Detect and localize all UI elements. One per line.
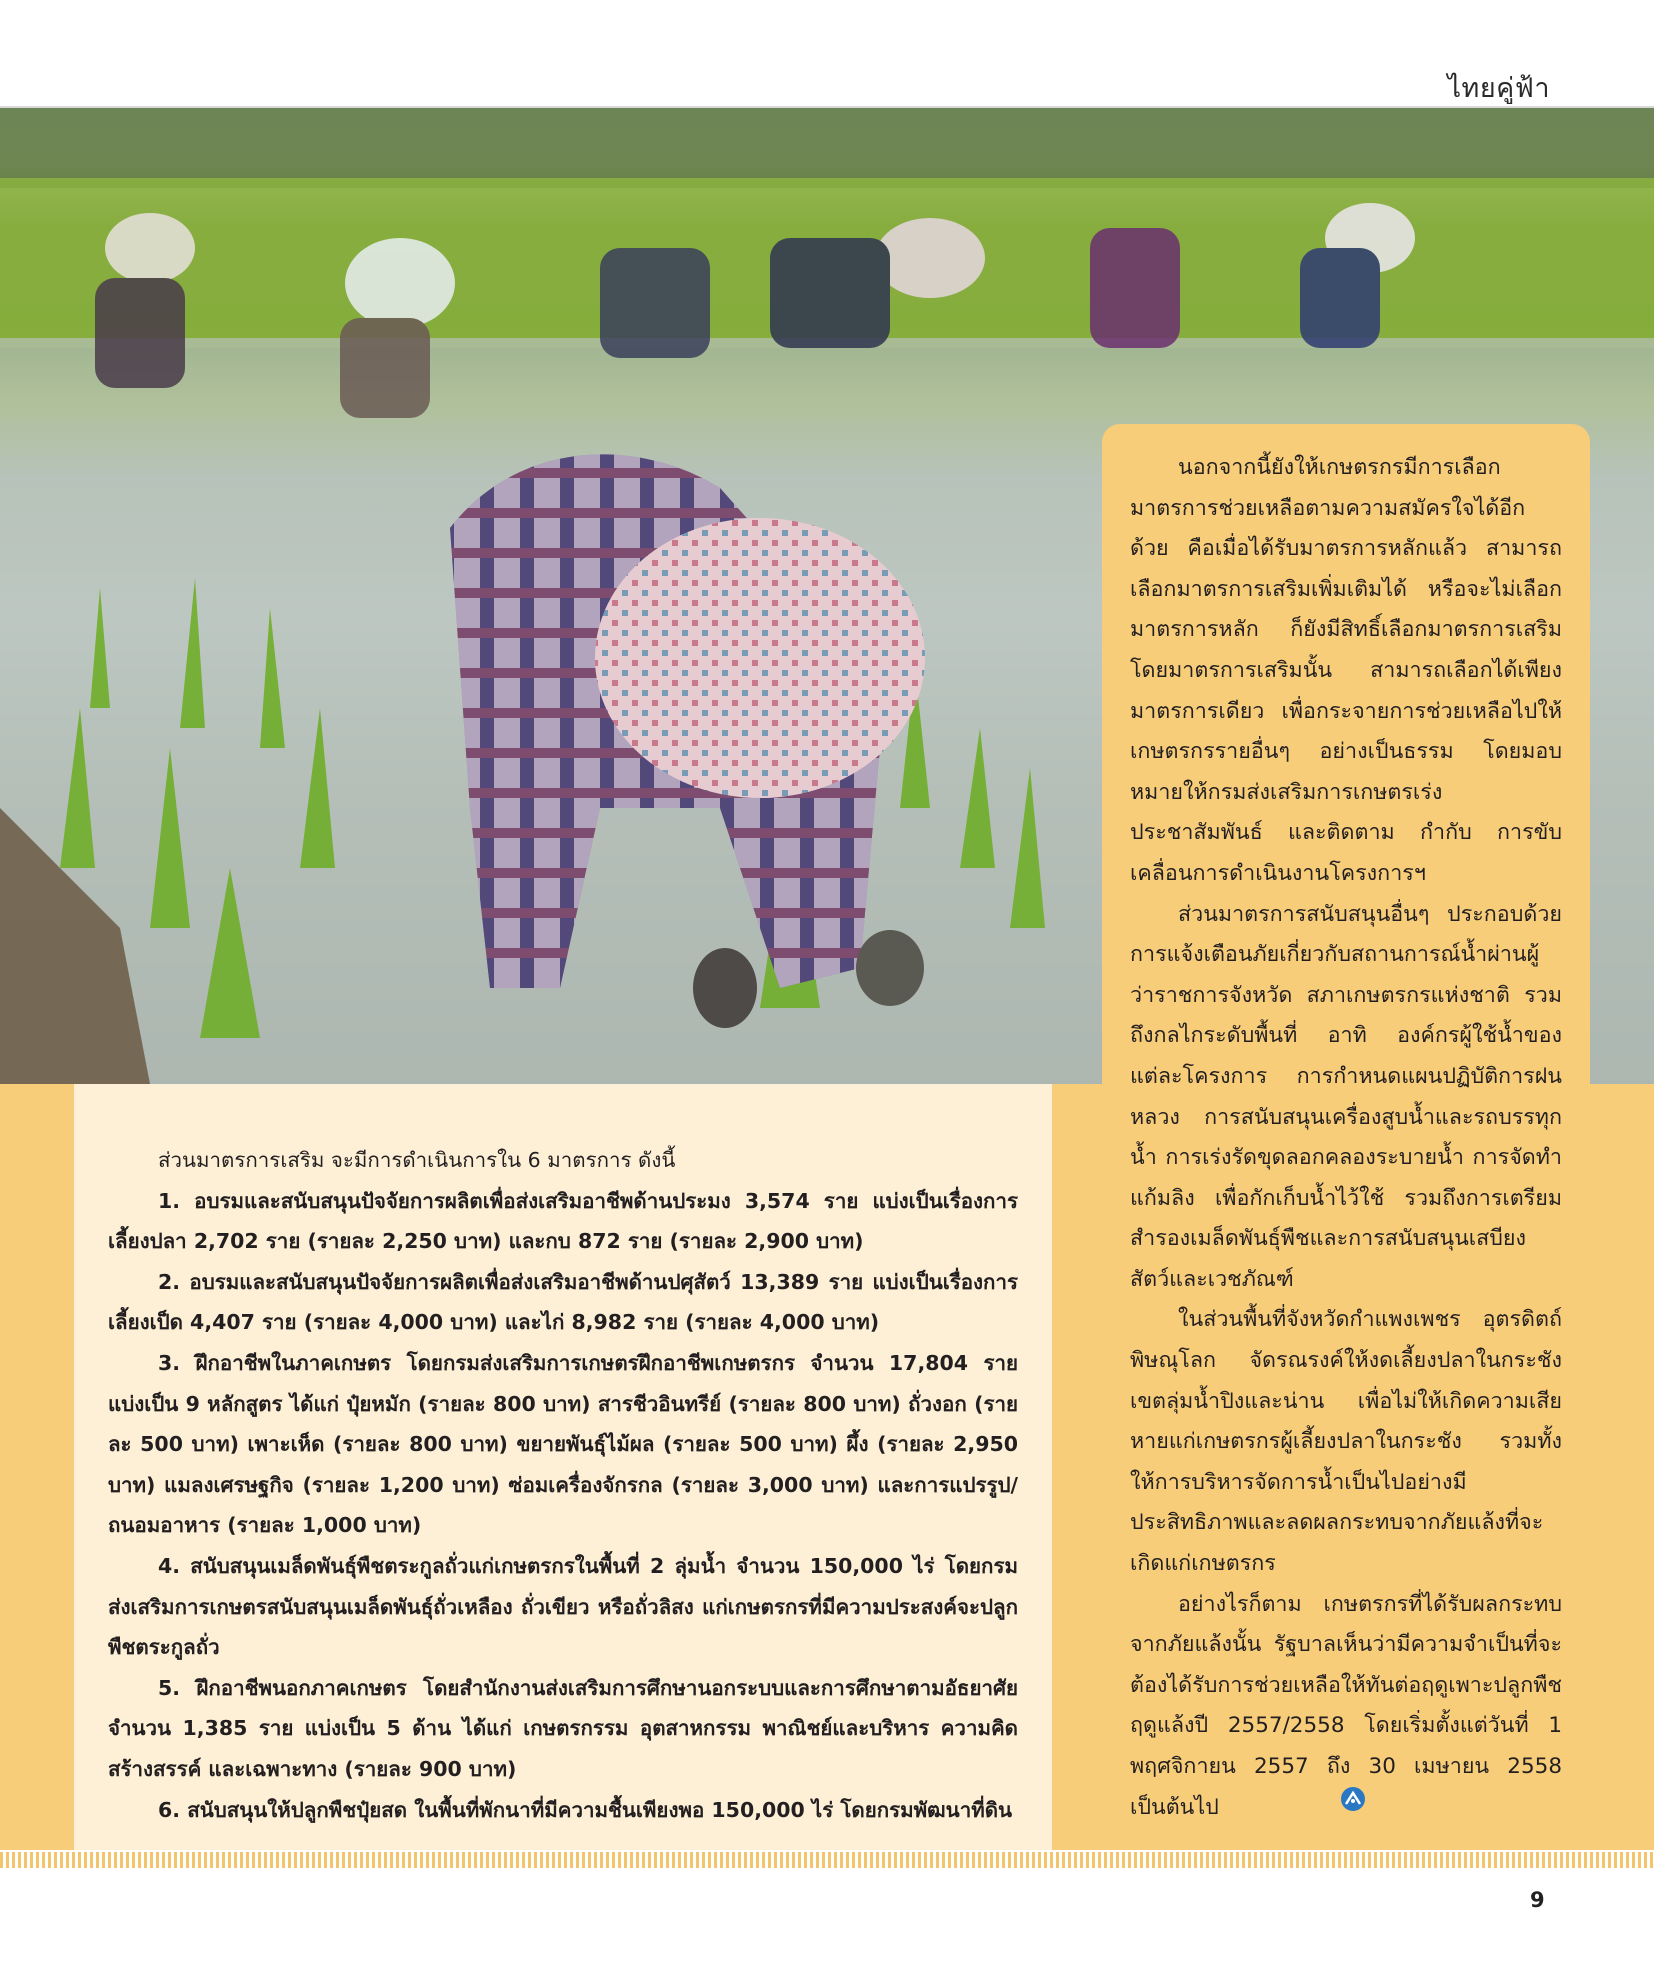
magazine-logo-icon (1340, 1786, 1366, 1812)
measure-item: 3. ฝึกอาชีพในภาคเกษตร โดยกรมส่งเสริมการเกษตรฝึกอาชีพเกษตรกร จำนวน 17,804 ราย แบ่งเป็น 9 หลักสูตร ได้แก่ ปุ๋ยหมัก (รายละ 800 บาท) สารชีวอินทรีย์ (รายละ 800 บาท) ถั่วงอก (รายละ 500 บาท) เพาะเห็ด (รายละ 800 บาท) ขยายพันธุ์ไม้ผล (รายละ 500 บาท) ผึ้ง (รายละ 2,950 บาท) แมลงเศรษฐกิจ (รายละ 1,200 บาท) ซ่อมเครื่องจักรกล (รายละ 3,000 บาท) และการแปรรูป/ถนอมอาหาร (รายละ 1,000 บาท) (108, 1350, 1018, 1538)
measure-item: 1. อบรมและสนับสนุนปัจจัยการผลิตเพื่อส่งเสริมอาชีพด้านประมง 3,574 ราย แบ่งเป็นเรื่องการเลี้ยงปลา 2,702 ราย (รายละ 2,250 บาท) และกบ 872 ราย (รายละ 2,900 บาท) (108, 1188, 1018, 1254)
sidebar-article (1130, 448, 1562, 1828)
sidebar-paragraph: ในส่วนพื้นที่จังหวัดกำแพงเพชร อุตรดิตถ์ พิษณุโลก จัดรณรงค์ให้งดเลี้ยงปลาในกระชังเขตลุ่มน้ำปิงและน่าน เพื่อไม่ให้เกิดความเสียหายแก่เกษตรกรผู้เลี้ยงปลาในกระชัง รวมทั้งให้การบริหารจัดการน้ำเป็นไปอย่างมีประสิทธิภาพและลดผลกระทบจากภัยแล้งที่จะเกิดแก่เกษตรกร (1130, 1307, 1562, 1577)
sidebar-paragraph: อย่างไรก็ตาม เกษตรกรที่ได้รับผลกระทบจากภัยแล้งนั้น รัฐบาลเห็นว่ามีความจำเป็นที่จะต้องได้รับการช่วยเหลือให้ทันต่อฤดูเพาะปลูกพืชฤดูแล้งปี 2557/2558 โดยเริ่มตั้งแต่วันที่ 1 พฤศจิกายน 2557 ถึง 30 เมษายน 2558 เป็นต้นไป (1130, 1591, 1562, 1820)
sidebar-paragraph: นอกจากนี้ยังให้เกษตรกรมีการเลือกมาตรการช่วยเหลือตามความสมัครใจได้อีกด้วย คือเมื่อได้รับมาตรการหลักแล้ว สามารถเลือกมาตรการเสริมเพิ่มเติมได้ หรือจะไม่เลือกมาตรการหลัก ก็ยังมีสิทธิ์เลือกมาตรการเสริม โดยมาตรการเสริมนั้น สามารถเลือกได้เพียงมาตรการเดียว เพื่อกระจายการช่วยเหลือไปให้เกษตรกรรายอื่นๆ อย่างเป็นธรรม โดยมอบหมายให้กรมส่งเสริมการเกษตรเร่งประชาสัมพันธ์ และติดตาม กำกับ การขับเคลื่อนการดำเนินงานโครงการฯ (1130, 455, 1562, 886)
main-intro: ส่วนมาตรการเสริม จะมีการดำเนินการใน 6 มาตรการ ดังนี้ (158, 1148, 676, 1172)
measure-item: 6. สนับสนุนให้ปลูกพืชปุ๋ยสด ในพื้นที่พักนาที่มีความชื้นเพียงพอ 150,000 ไร่ โดยกรมพัฒนาที่ดิน (158, 1797, 1013, 1822)
magazine-title: ไทยคู่ฟ้า (1447, 73, 1550, 104)
measure-item: 4. สนับสนุนเมล็ดพันธุ์พืชตระกูลถั่วแก่เกษตรกรในพื้นที่ 2 ลุ่มน้ำ จำนวน 150,000 ไร่ โดยกรมส่งเสริมการเกษตรสนับสนุนเมล็ดพันธุ์ถั่วเหลือง ถั่วเขียว หรือถั่วลิสง แก่เกษตรกรที่มีความประสงค์จะปลูกพืชตระกูลถั่ว (108, 1553, 1018, 1660)
measure-item: 5. ฝึกอาชีพนอกภาคเกษตร โดยสำนักงานส่งเสริมการศึกษานอกระบบและการศึกษาตามอัธยาศัย จำนวน 1,385 ราย แบ่งเป็น 5 ด้าน ได้แก่ เกษตรกรรม อุตสาหกรรม พาณิชย์และบริหาร ความคิดสร้างสรรค์ และเฉพาะทาง (รายละ 900 บาท) (108, 1675, 1018, 1781)
measure-item: 2. อบรมและสนับสนุนปัจจัยการผลิตเพื่อส่งเสริมอาชีพด้านปศุสัตว์ 13,389 ราย แบ่งเป็นเรื่องการเลี้ยงเป็ด 4,407 ราย (รายละ 4,000 บาท) และไก่ 8,982 ราย (รายละ 4,000 บาท) (108, 1269, 1018, 1335)
page-number: 9 (1530, 1888, 1545, 1912)
footer-stripe (0, 1852, 1654, 1868)
decor-band-left (0, 1084, 74, 1850)
sidebar-paragraph: ส่วนมาตรการสนับสนุนอื่นๆ ประกอบด้วย การแจ้งเตือนภัยเกี่ยวกับสถานการณ์น้ำผ่านผู้ว่าราชการจังหวัด สภาเกษตรกรแห่งชาติ รวมถึงกลไกระดับพื้นที่ อาทิ องค์กรผู้ใช้น้ำของแต่ละโครงการ การกำหนดแผนปฏิบัติการฝนหลวง การสนับสนุนเครื่องสูบน้ำและรถบรรทุกน้ำ การเร่งรัดขุดลอกคลองระบายน้ำ การจัดทำแก้มลิง เพื่อกักเก็บน้ำไว้ใช้ รวมถึงการเตรียมสำรองเมล็ดพันธุ์พืชและการสนับสนุนเสบียงสัตว์และเวชภัณฑ์ (1130, 901, 1562, 1292)
main-article (108, 1140, 1018, 1830)
